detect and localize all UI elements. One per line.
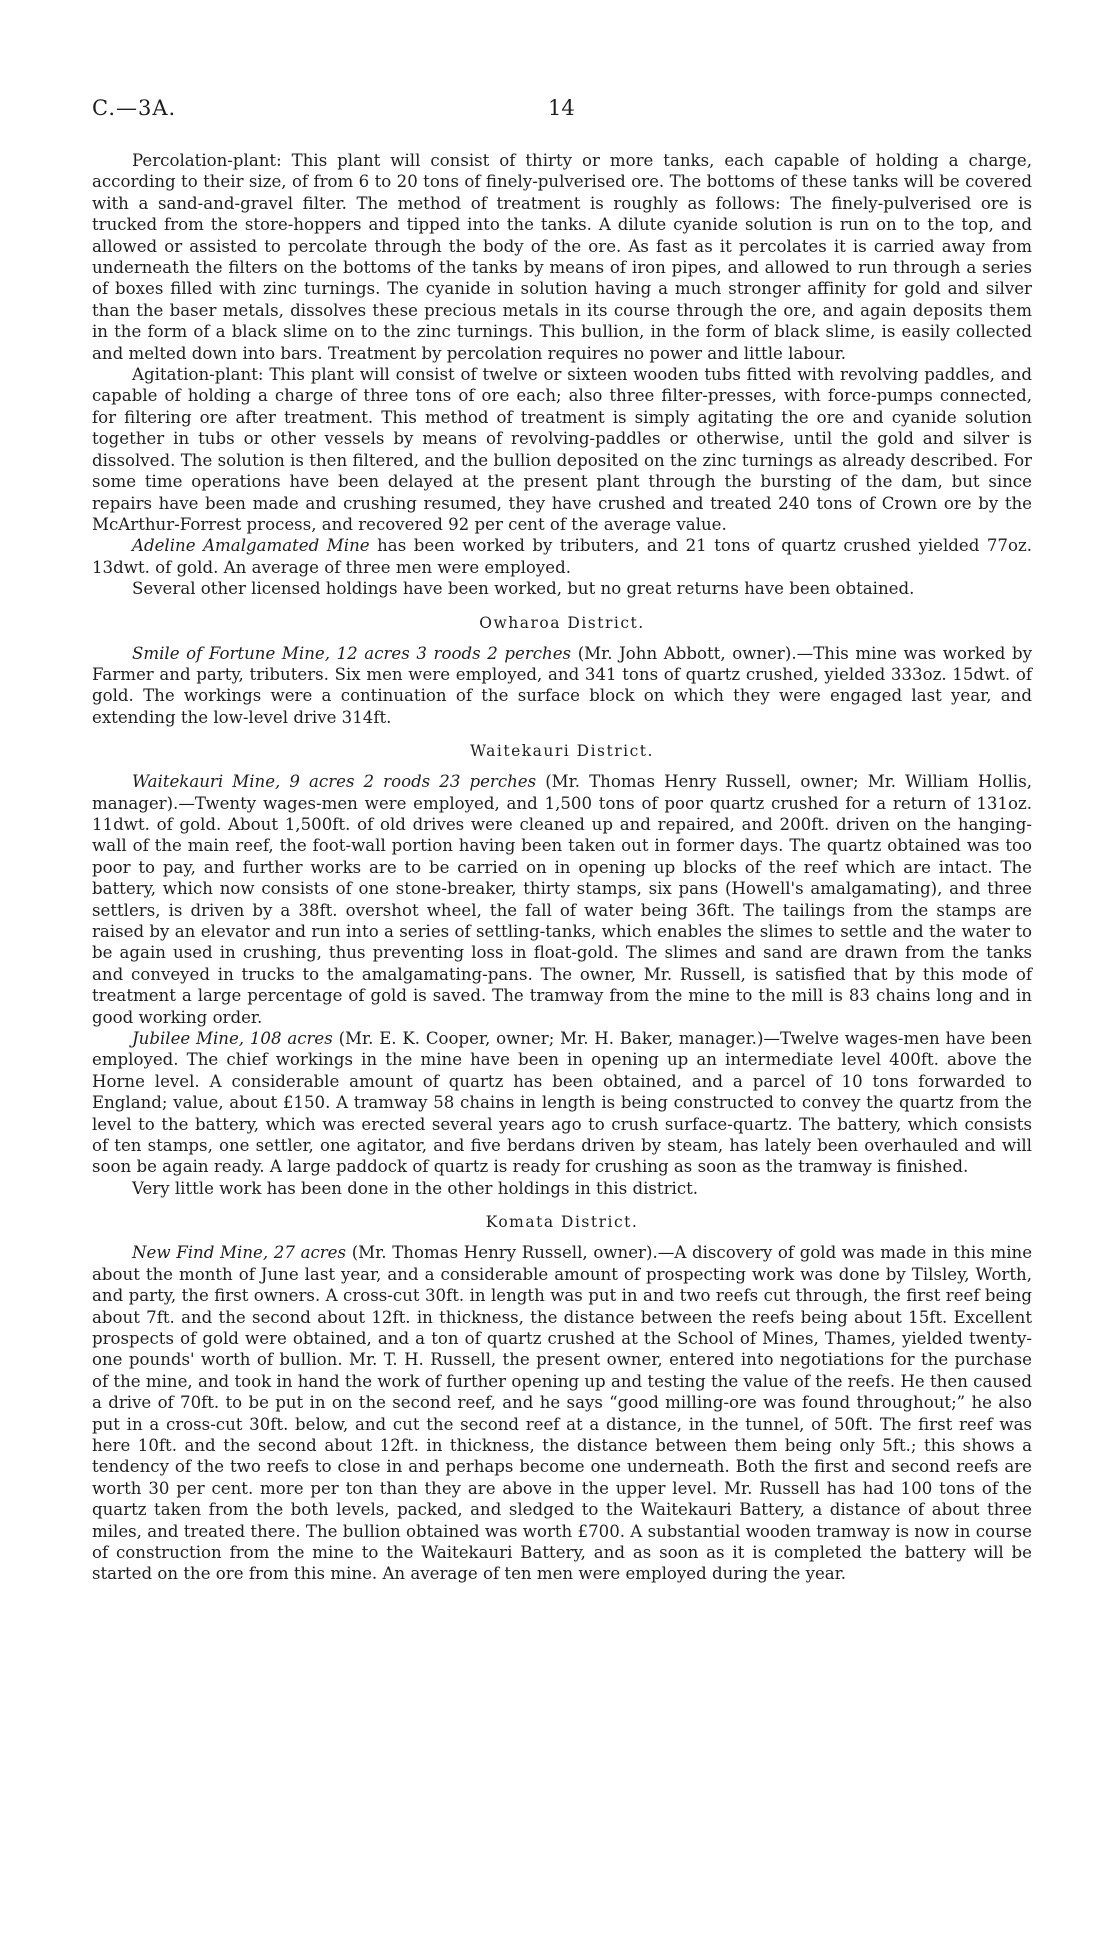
- mine-name: Adeline Amalgamated Mine: [132, 536, 370, 556]
- paragraph: [92, 578, 1032, 599]
- paragraph: [92, 771, 1032, 1028]
- paragraph-text: (Mr. Thomas Henry Russell, owner).—A discovery of gold was made in this mine about the month of June last year, and a considerable amount of prospecting work was done by Tilsley, Worth, and party, the first owners. A cross-cut 30ft. in length was put in and two reefs cut through, the first reef being about 7ft. and the second about 12ft. in thickness, the distance between the reefs being about 15ft. Excellent prospects of gold were obtained, and a ton of quartz crushed at the School of Mines, Thames, yielded twenty-one pounds' worth of bullion. Mr. T. H. Russell, the present owner, entered into negotiations for the purchase of the mine, and took in hand the work of further opening up and testing the value of the reefs. He then caused a drive of 70ft. to be put in on the second reef, and he says “good milling-ore was found throughout;” he also put in a cross-cut 30ft. below, and cut the second reef at a distance, in the tunnel, of 50ft. The first reef was here 10ft. and the second about 12ft. in thickness, the distance between them being only 5ft.; this shows a tendency of the two reefs to close in and perhaps become one underneath. Both the first and second reefs are worth 30 per cent. more per ton than they are above in the upper level. Mr. Russell has had 100 tons of the quartz taken from the both levels, packed, and sledged to the Waitekauri Battery, a distance of about three miles, and treated there. The bullion obtained was worth £700. A substantial wooden tramway is now in course of construction from the mine to the Waitekauri Battery, and as soon as it is completed the battery will be started on the ore from this mine. An average of ten men were employed during the year.: [92, 1243, 1033, 1584]
- paragraph-text: has been worked by tributers, and 21 tons of quartz crushed yielded 77oz. 13dwt. of gold. An average of three men were employed.: [92, 536, 1032, 577]
- district-heading: Owharoa District.: [479, 613, 645, 632]
- paragraph-text: (Mr. E. K. Cooper, owner; Mr. H. Baker, manager.)—Twelve wages-men have been employed. The chief workings in the mine have been in opening up an intermediate level 400ft. above the Horne level. A considerable amount of quartz has been obtained, and a parcel of 10 tons forwarded to England; value, about £150. A tramway 58 chains in length is being constructed to convey the quartz from the level to the battery, which was erected several years ago to crush surface-quartz. The battery, which consists of ten stamps, one settler, one agitator, and five berdans driven by steam, has lately been overhauled and will soon be again ready. A large paddock of quartz is ready for crushing as soon as the tramway is finished.: [92, 1029, 1032, 1177]
- district-heading: Komata District.: [485, 1213, 639, 1232]
- document-body: [92, 150, 1032, 1585]
- mine-name: Waitekauri Mine, 9 acres 2 roods 23 perches: [132, 772, 537, 792]
- paragraph-text: Agitation-plant: This plant will consist of twelve or sixteen wooden tubs fitted with revolving paddles, and capable of holding a charge of three tons of ore each; also three filter-presses, with force-pumps connected, for filtering ore after treatment. This method of treatment is simply agitating the ore and cyanide solution together in tubs or other vessels by means of revolving-paddles or otherwise, until the gold and silver is dissolved. The solution is then filtered, and the bullion deposited on the zinc turnings as already described. For some time operations have been delayed at the present plant through the bursting of the dam, but since repairs have been made and crushing resumed, they have crushed and treated 240 tons of Crown ore by the McArthur-Forrest process, and recovered 92 per cent of the average value.: [92, 365, 1032, 534]
- paragraph: [92, 535, 1032, 578]
- page-number: 14: [548, 96, 575, 120]
- paragraph: [92, 1028, 1032, 1178]
- paragraph: [92, 364, 1032, 535]
- paragraph-text: Several other licensed holdings have been worked, but no great returns have been obtained.: [132, 579, 915, 599]
- district-heading: Waitekauri District.: [470, 742, 654, 761]
- mine-name: Jubilee Mine, 108 acres: [132, 1029, 333, 1049]
- paragraph-text: (Mr. John Abbott, owner).—This mine was worked by Farmer and party, tributers. Six men were employed, and 341 tons of quartz crushed, yielded 333oz. 15dwt. of gold. The workings were a continuation of the surface block on which they were engaged last year, and extending the low-level drive 314ft.: [92, 643, 1032, 727]
- document-reference: C.—3A.: [92, 96, 177, 120]
- mine-name: Smile of Fortune Mine, 12 acres 3 roods 2 perches: [132, 643, 572, 663]
- paragraph: [92, 1178, 1032, 1199]
- paragraph-text: Percolation-plant: This plant will consist of thirty or more tanks, each capable of holding a charge, according to their size, of from 6 to 20 tons of finely-pulverised ore. The bottoms of these tanks will be covered with a sand-and-gravel filter. The method of treatment is roughly as follows: The finely-pulverised ore is trucked from the store-hoppers and tipped into the tanks. A dilute cyanide solution is run on to the top, and allowed or assisted to percolate through the body of the ore. As fast as it percolates it is carried away from underneath the filters on the bottoms of the tanks by means of iron pipes, and allowed to run through a series of boxes filled with zinc turnings. The cyanide in solution having a much stronger affinity for gold and silver than the baser metals, dissolves these precious metals in its course through the ore, and again deposits them in the form of a black slime on to the zinc turnings. This bullion, in the form of black slime, is easily collected and melted down into bars. Treatment by percolation requires no power and little labour.: [92, 151, 1032, 363]
- paragraph: [92, 1242, 1032, 1585]
- paragraph-text: (Mr. Thomas Henry Russell, owner; Mr. William Hollis, manager).—Twenty wages-men were employed, and 1,500 tons of poor quartz crushed for a return of 131oz. 11dwt. of gold. About 1,500ft. of old drives were cleaned up and repaired, and 200ft. driven on the hanging-wall of the main reef, the foot-wall portion having been taken out in former days. The quartz obtained was too poor to pay, and further works are to be carried on in opening up blocks of the reef which are intact. The battery, which now consists of one stone-breaker, thirty stamps, six pans (Howell's amalgamating), and three settlers, is driven by a 38ft. overshot wheel, the fall of water being 36ft. The tailings from the stamps are raised by an elevator and run into a series of settling-tanks, which enables the slimes to settle and the water to be again used in crushing, thus preventing loss in float-gold. The slimes and sand are drawn from the tanks and conveyed in trucks to the amalgamating-pans. The owner, Mr. Russell, is satisfied that by this mode of treatment a large percentage of gold is saved. The tramway from the mine to the mill is 83 chains long and in good working order.: [92, 772, 1032, 1027]
- paragraph: [92, 150, 1032, 364]
- page-header: [92, 96, 1022, 126]
- mine-name: New Find Mine, 27 acres: [132, 1243, 347, 1263]
- paragraph-text: Very little work has been done in the other holdings in this district.: [132, 1178, 699, 1198]
- paragraph: [92, 643, 1032, 729]
